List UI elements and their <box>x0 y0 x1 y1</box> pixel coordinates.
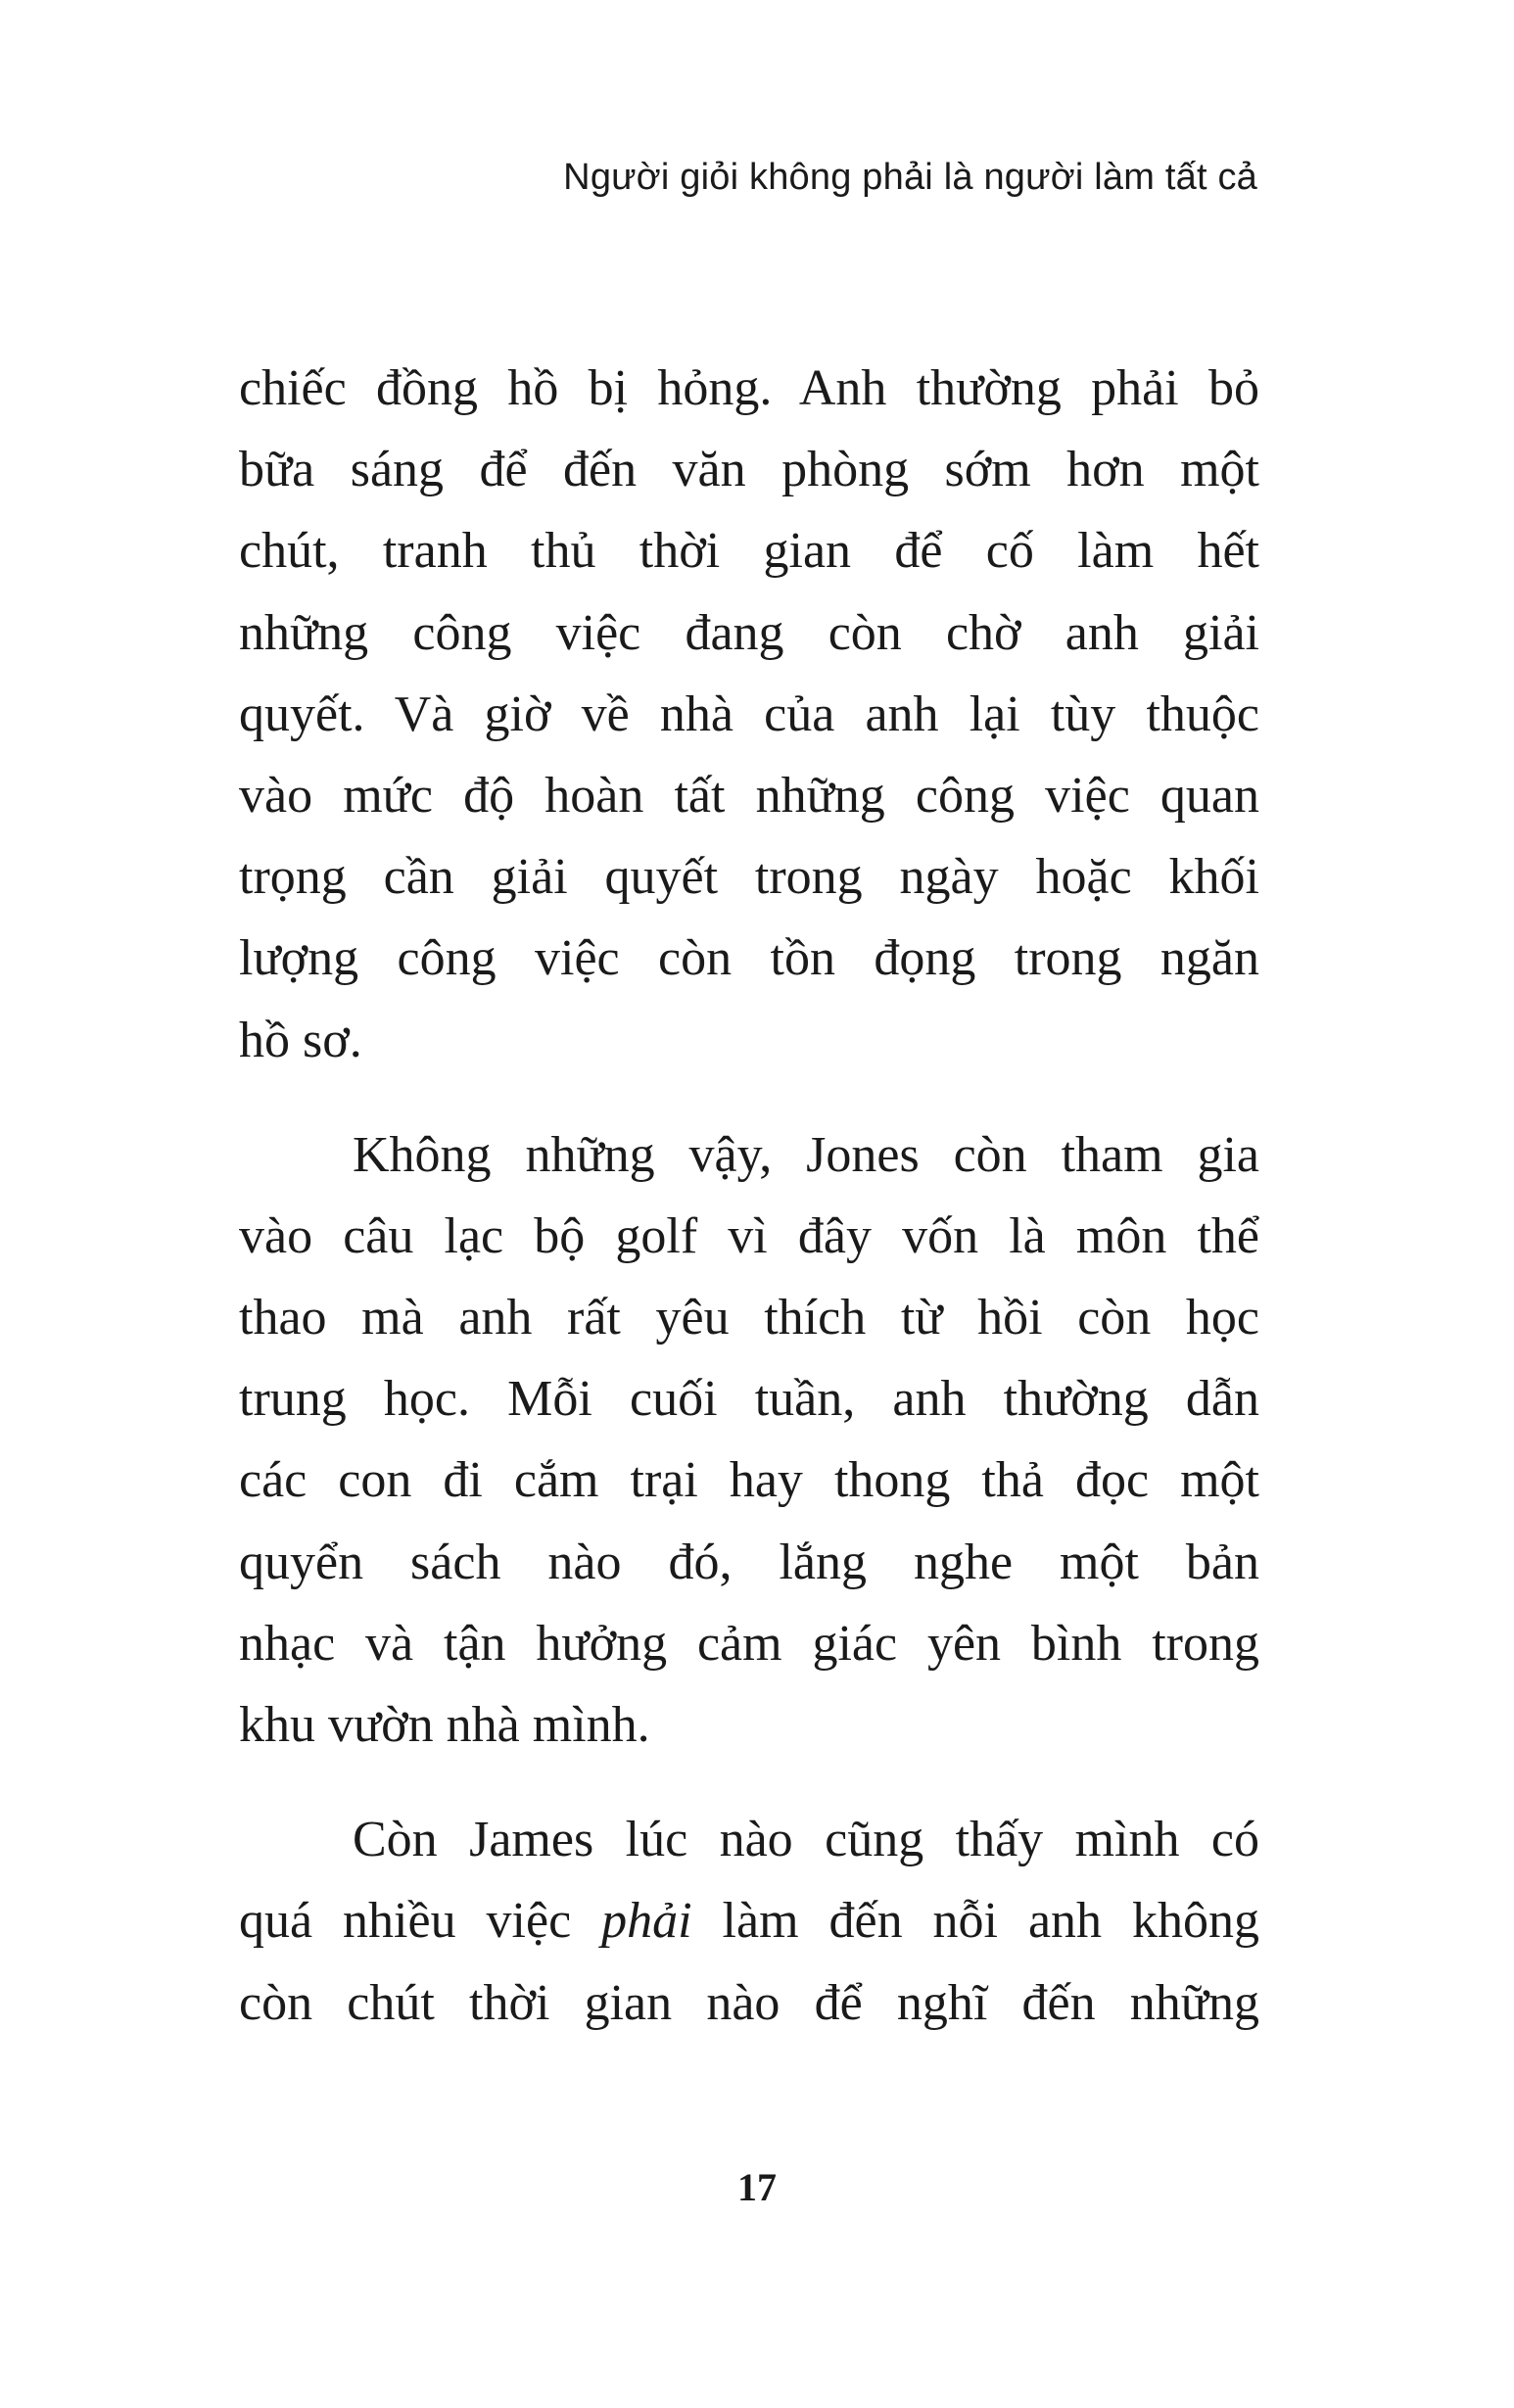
text-run: quá nhiều việc <box>239 1893 602 1950</box>
text-line: chiếc đồng hồ bị hỏng. Anh thường phải bỏ <box>239 360 1259 416</box>
text-line: chút, tranh thủ thời gian để cố làm hết <box>239 523 1259 580</box>
text-line: vào câu lạc bộ golf vì đây vốn là môn thể <box>239 1207 1259 1264</box>
running-header: Người giỏi không phải là người làm tất cả <box>563 157 1257 198</box>
text-line: bữa sáng để đến văn phòng sớm hơn một <box>239 442 1259 498</box>
body-text <box>239 348 1259 2044</box>
text-line: Còn James lúc nào cũng thấy mình có <box>353 1812 1259 1868</box>
text-line: quyển sách nào đó, lắng nghe một bản <box>239 1534 1259 1590</box>
paragraph-2 <box>239 1114 1259 1767</box>
text-line: các con đi cắm trại hay thong thả đọc một <box>239 1452 1259 1509</box>
emphasis: phải <box>601 1893 692 1950</box>
paragraph-3 <box>239 1799 1259 2044</box>
text-line: trọng cần giải quyết trong ngày hoặc khối <box>239 849 1259 906</box>
paragraph-1 <box>239 348 1259 1081</box>
text-line: quyết. Và giờ về nhà của anh lại tùy thuộc <box>239 685 1259 742</box>
text-run: làm đến nỗi anh không <box>691 1893 1259 1950</box>
text-line: Không những vậy, Jones còn tham gia <box>353 1126 1259 1183</box>
page-number: 17 <box>737 2165 777 2209</box>
text-line: thao mà anh rất yêu thích từ hồi còn học <box>239 1290 1259 1346</box>
text-line: còn chút thời gian nào để nghĩ đến những <box>239 1974 1259 2031</box>
text-line: nhạc và tận hưởng cảm giác yên bình trong <box>239 1615 1259 1672</box>
text-line: khu vườn nhà mình. <box>239 1697 650 1753</box>
text-line: lượng công việc còn tồn đọng trong ngăn <box>239 930 1259 987</box>
text-line: những công việc đang còn chờ anh giải <box>239 604 1259 661</box>
text-line: vào mức độ hoàn tất những công việc quan <box>239 767 1259 824</box>
text-line <box>239 1880 1259 1961</box>
text-line: trung học. Mỗi cuối tuần, anh thường dẫn <box>239 1371 1259 1428</box>
text-line: hồ sơ. <box>239 1012 362 1068</box>
